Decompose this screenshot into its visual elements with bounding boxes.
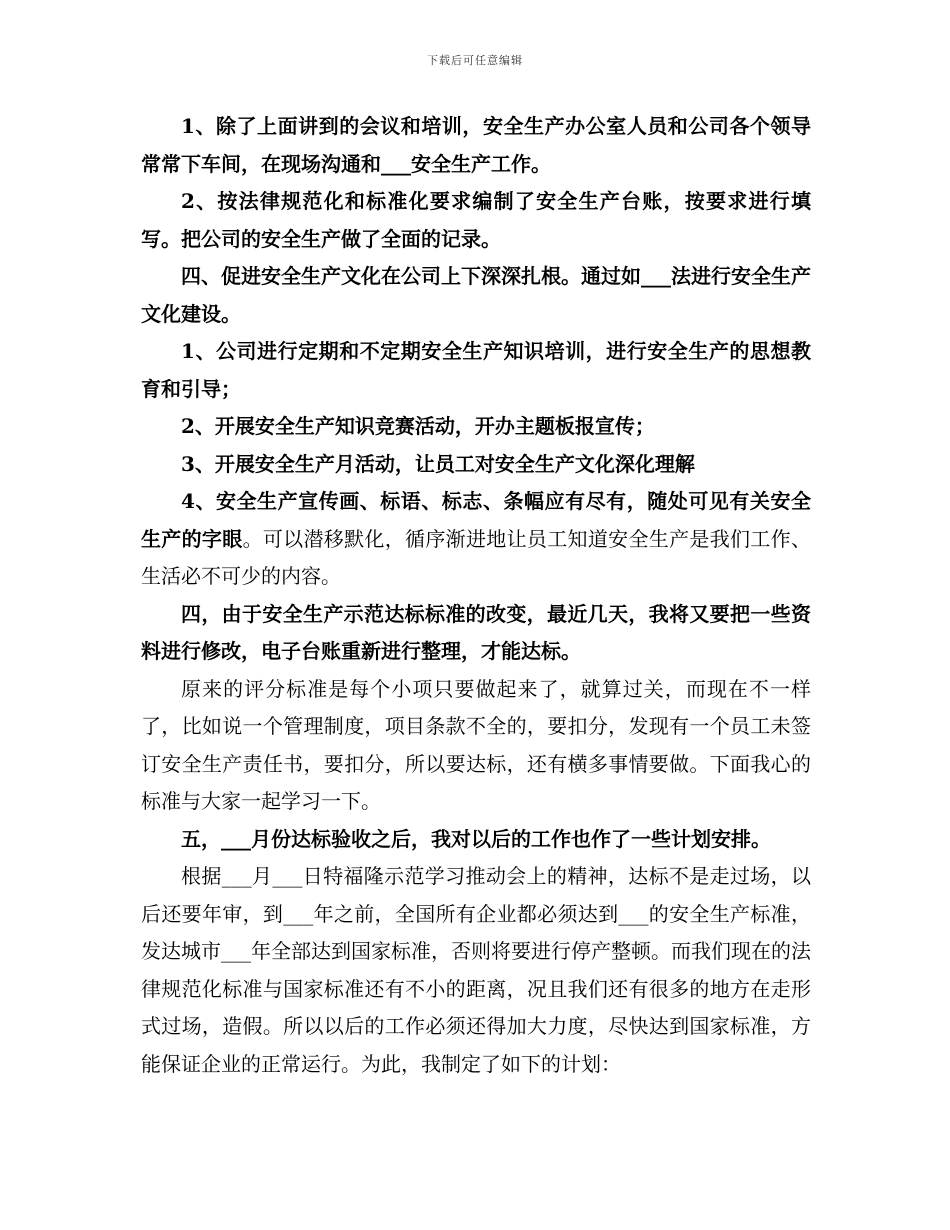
paragraph-bold-text: 四，由于安全生产示范达标标准的改变，最近几天，我将又要把一些资料进行修改，电子台账重新进行整理，才能达标。: [141, 601, 811, 663]
paragraph: [141, 446, 811, 484]
paragraph: [141, 258, 811, 333]
paragraph-normal-text: 根据___月___日特福隆示范学习推动会上的精神，达标不是走过场，以后还要年审，到___年之前，全国所有企业都必须达到___的安全生产标准，发达城市___年全部达到国家标准，否则将要进行停产整顿。而我们现在的法律规范化标准与国家标准还有不小的距离，况且我们还有很多的地方在走形式过场，造假。所以以后的工作必须还得加大力度，尽快达到国家标准，方能保证企业的正常运行。为此，我制定了如下的计划：: [141, 864, 811, 1076]
paragraph-bold-text: 2、按法律规范化和标准化要求编制了安全生产台账，按要求进行填写。把公司的安全生产做了全面的记录。: [141, 189, 811, 251]
paragraph: [141, 183, 811, 258]
paragraph-bold-text: 五，___月份达标验收之后，我对以后的工作也作了一些计划安排。: [181, 826, 771, 851]
paragraph-bold-text: 3、开展安全生产月活动，让员工对安全生产文化深化理解: [181, 451, 695, 476]
paragraph: [141, 596, 811, 671]
paragraph: [141, 108, 811, 183]
paragraph-bold-text: 四、促进安全生产文化在公司上下深深扎根。通过如___法进行安全生产文化建设。: [141, 264, 811, 326]
paragraph-normal-text: 原来的评分标准是每个小项只要做起来了，就算过关，而现在不一样了，比如说一个管理制度，项目条款不全的，要扣分，发现有一个员工未签订安全生产责任书，要扣分，所以要达标，还有横多事情要做。下面我心的标准与大家一起学习一下。: [141, 676, 811, 813]
page-header: 下载后可任意编辑: [427, 54, 523, 67]
paragraph-normal-text: 。可以潜移默化，循序渐进地让员工知道安全生产是我们工作、生活必不可少的内容。: [141, 526, 811, 588]
paragraph: [141, 671, 811, 821]
paragraph: [141, 858, 811, 1083]
paragraph: [141, 408, 811, 446]
document-body: [141, 108, 811, 1083]
paragraph-bold-text: 2、开展安全生产知识竞赛活动，开办主题板报宣传；: [181, 414, 655, 438]
paragraph: [141, 333, 811, 408]
paragraph-bold-text: 1、除了上面讲到的会议和培训，安全生产办公室人员和公司各个领导常常下车间，在现场沟通和___安全生产工作。: [141, 114, 811, 176]
paragraph-bold-text: 1、公司进行定期和不定期安全生产知识培训，进行安全生产的思想教育和引导；: [141, 339, 811, 401]
paragraph: [141, 483, 811, 596]
paragraph-bold-text: 4、安全生产宣传画、标语、标志、条幅应有尽有，随处可见有关安全生产的字眼: [141, 489, 811, 551]
paragraph: [141, 821, 811, 859]
